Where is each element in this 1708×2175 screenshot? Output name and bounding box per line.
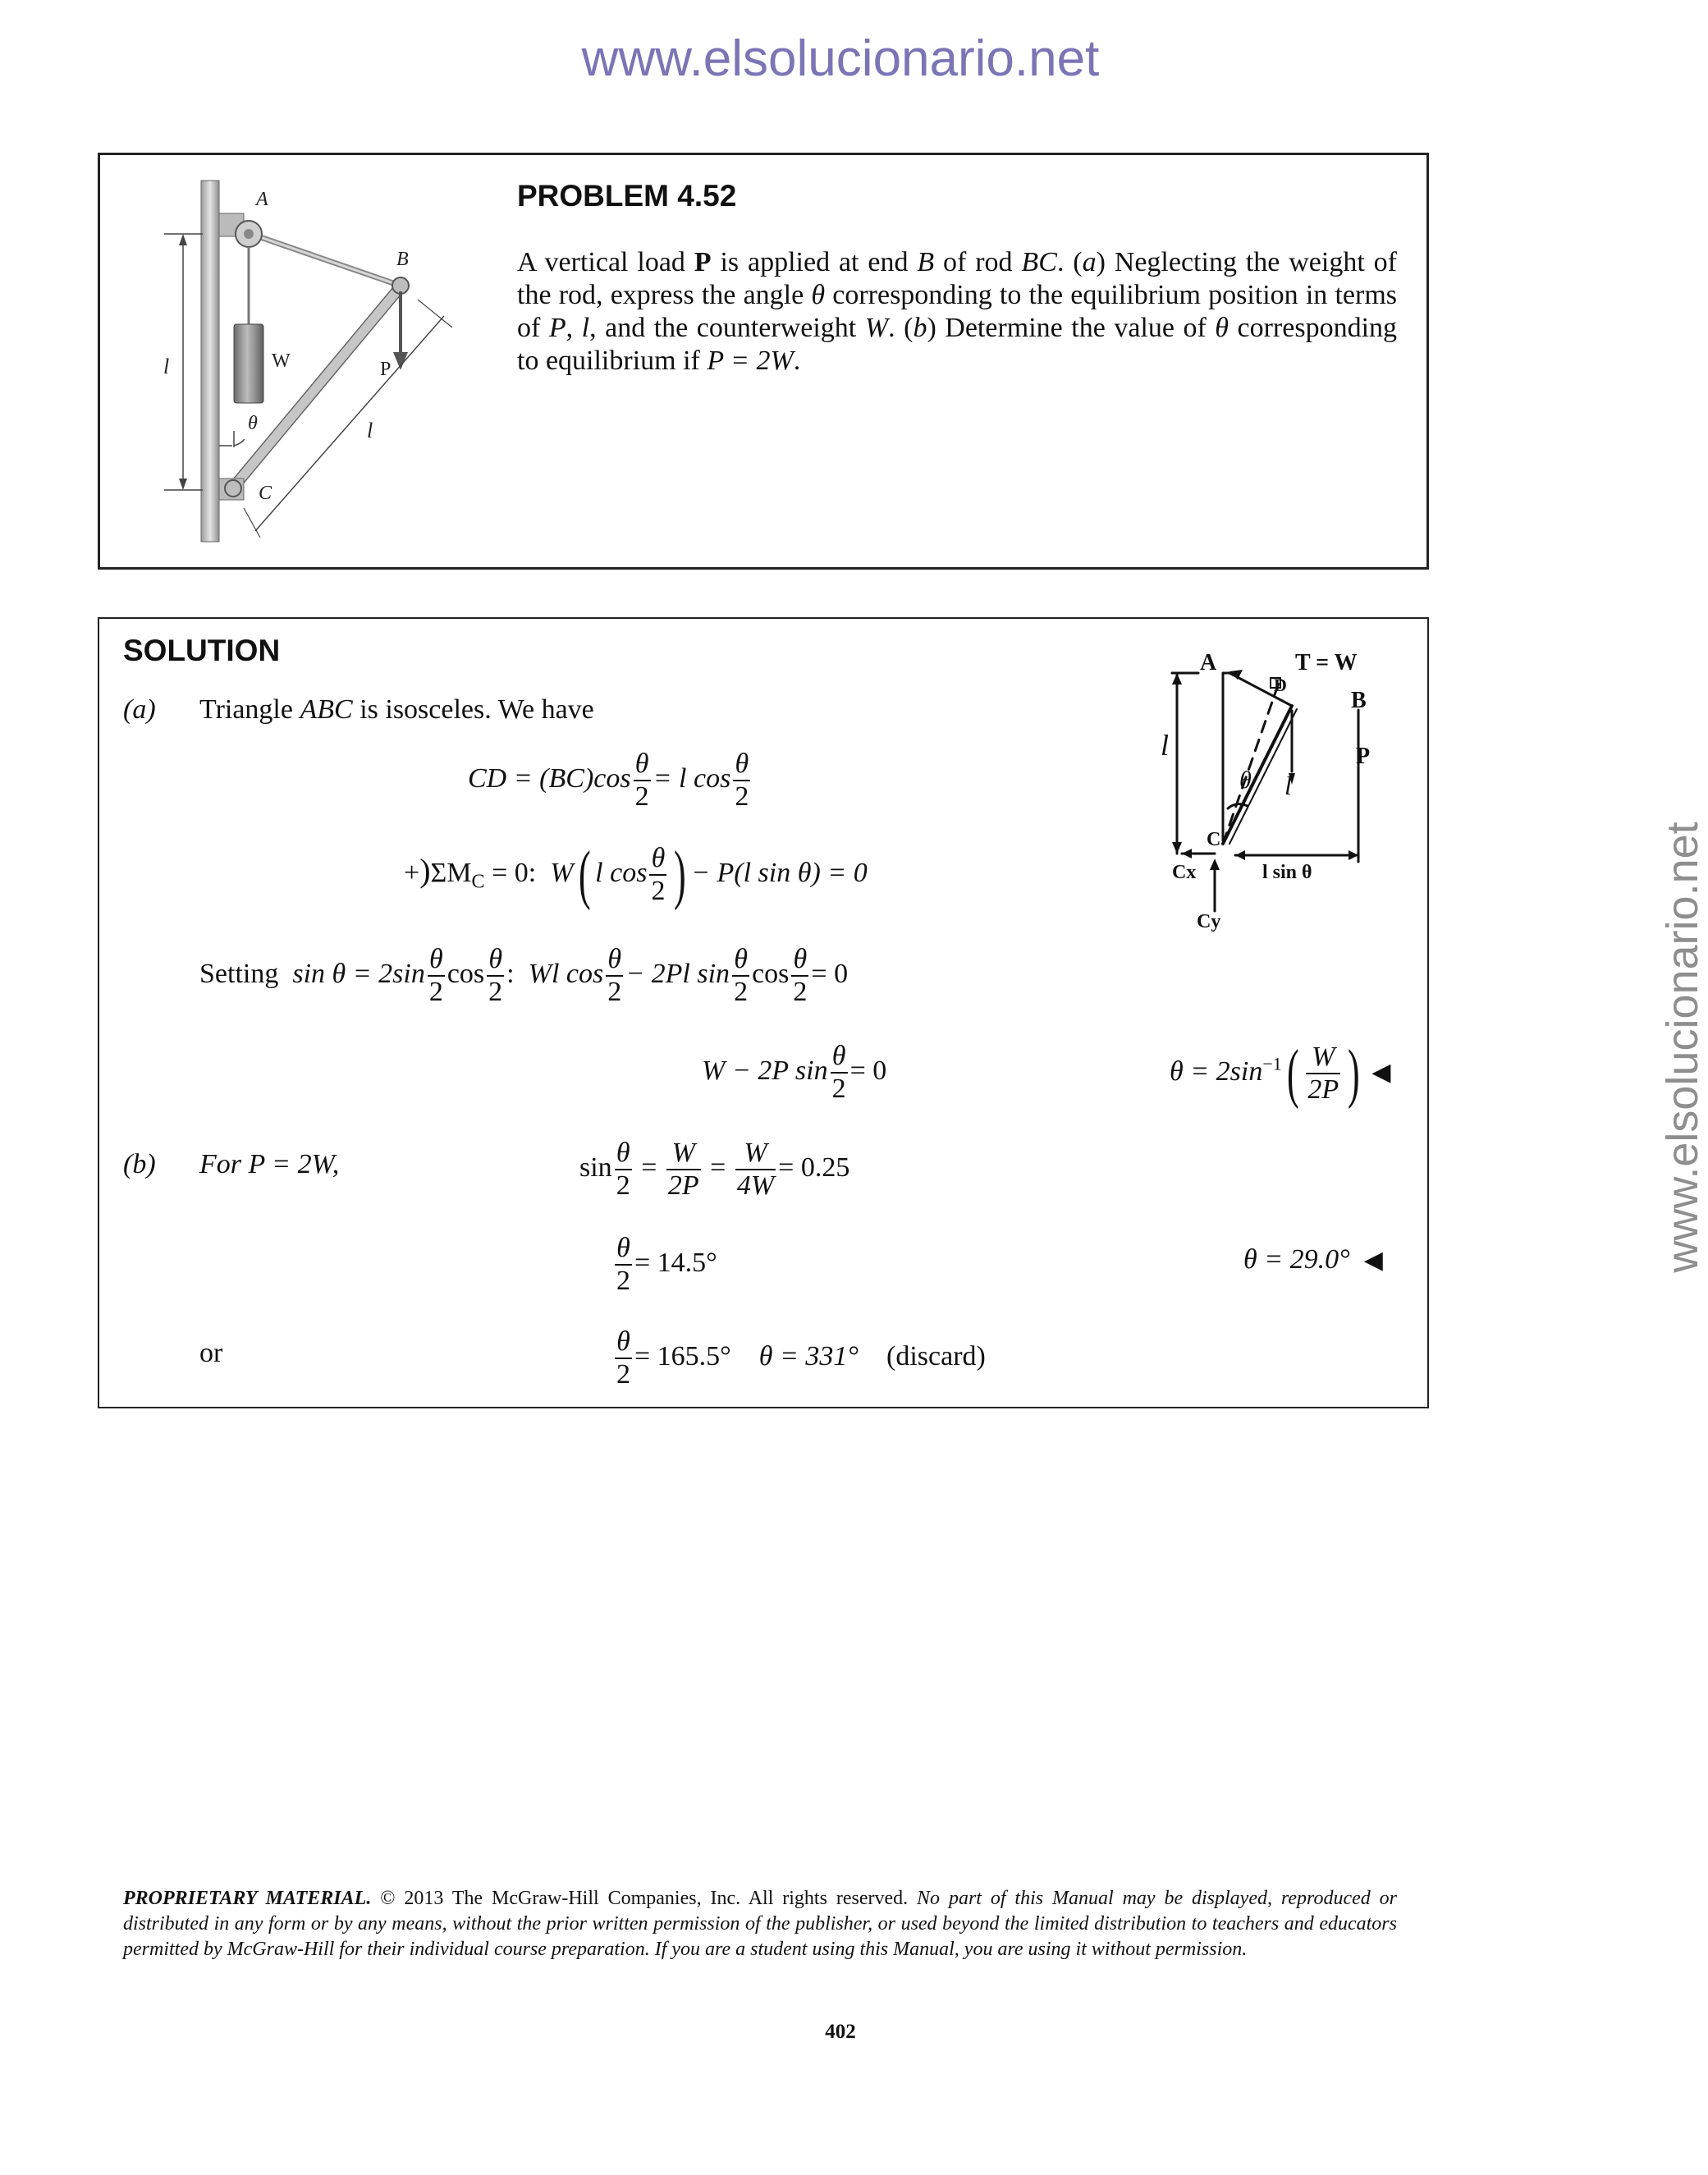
equation-half-angle: $\frac{\theta}{2}$ = 14.5° (616, 1233, 717, 1296)
part-a-label: (a) (123, 694, 156, 725)
sketch-label-d: D (1274, 675, 1287, 695)
answer-marker-a: ◀ (1371, 1058, 1391, 1086)
sketch-label-b: B (1351, 688, 1367, 713)
part-a-intro: Triangle ABC is isosceles. We have (199, 694, 594, 725)
footer-copyright: PROPRIETARY MATERIAL. © 2013 The McGraw-Hill Companies, Inc. All rights reserved. No part of this Manual may be displayed, reproduced or distributed in any form or by any means, without the prior written permission of the publisher, or used beyond the limited distribution to teachers and educators permitted by McGraw-Hill for their individual course preparation. If you are a student using this Manual, you are using it without permission. (123, 1888, 1397, 1960)
equation-moment: $+)\Sigma M_C = 0$: W( l cos $\frac{\theta}{2}$ ) − P(l sin θ) = 0 (404, 839, 868, 911)
sketch-label-t: T = W (1295, 650, 1358, 675)
equation-setting: Setting sin θ = 2sin $\frac{\theta}{2}$ cos $\frac{\theta}{2}$ : Wl cos $\frac{\theta}{2}$ − 2Pl sin $\frac{\theta}{2}$ cos $\frac{\theta}{2}$ = 0 (199, 944, 849, 1007)
sketch-label-l-rod: l (1284, 771, 1292, 800)
fig-label-b: B (396, 249, 409, 270)
fig-label-w: W (272, 350, 291, 372)
watermark-side: www.elsolucionario.net (1658, 822, 1707, 1273)
sketch-label-a: A (1200, 650, 1217, 675)
fig-label-c: C (259, 483, 272, 504)
sketch-label-p: P (1356, 744, 1371, 769)
wall (201, 181, 219, 542)
equation-cd: CD = (BC)cos $\frac{\theta}{2}$ = l cos $\frac{\theta}{2}$ (468, 749, 749, 812)
load-arrow (393, 352, 408, 370)
result-a: $\theta = 2\sin^{-1}$( $\frac{W}{2P}$ ) ◀ (1170, 1037, 1391, 1110)
problem-title: PROBLEM 4.52 (517, 179, 737, 213)
solution-sketch (1157, 648, 1403, 936)
fig-label-l-rod: l (367, 419, 373, 442)
equation-reduced: W − 2P sin $\frac{\theta}{2}$ = 0 (702, 1041, 887, 1104)
equation-sin-half: sin $\frac{\theta}{2}$ = $\frac{W}{2P}$ = $\frac{W}{4W}$ = 0.25 (579, 1138, 850, 1201)
page-number: 402 (825, 2021, 856, 2043)
sketch-label-theta: θ (1239, 767, 1252, 794)
sketch-label-c: C (1207, 829, 1221, 850)
fig-label-l-left: l (163, 355, 170, 378)
fig-label-p: P (380, 359, 392, 380)
part-b-intro: For P = 2W, (199, 1149, 340, 1179)
solution-title: SOLUTION (123, 634, 281, 667)
sketch-label-l-left: l (1161, 729, 1170, 762)
fig-label-theta: θ (248, 413, 258, 434)
equation-discard: $\frac{\theta}{2}$ = 165.5° θ = 331° (discard) (616, 1326, 986, 1390)
counterweight (234, 324, 263, 403)
problem-statement: A vertical load P is applied at end B of rod BC. (a) Neglecting the weight of the rod, express the angle θ corresponding to the equilibrium position in terms of P, l, and the counterweight W. (b) Determine the value of θ corresponding to equilibrium if P = 2W. (517, 247, 1398, 376)
or-label: or (199, 1338, 223, 1368)
sketch-label-lsin: l sin θ (1262, 862, 1312, 883)
part-b-label: (b) (123, 1149, 156, 1179)
answer-marker-b: ◀ (1363, 1247, 1383, 1274)
watermark-top: www.elsolucionario.net (581, 30, 1100, 87)
pin-c (225, 480, 241, 497)
problem-figure (152, 176, 480, 550)
result-b: θ = 29.0° ◀ (1243, 1244, 1383, 1275)
fig-label-a: A (256, 189, 268, 210)
sketch-label-cy: Cy (1197, 911, 1221, 932)
sketch-label-cx: Cx (1172, 862, 1197, 883)
